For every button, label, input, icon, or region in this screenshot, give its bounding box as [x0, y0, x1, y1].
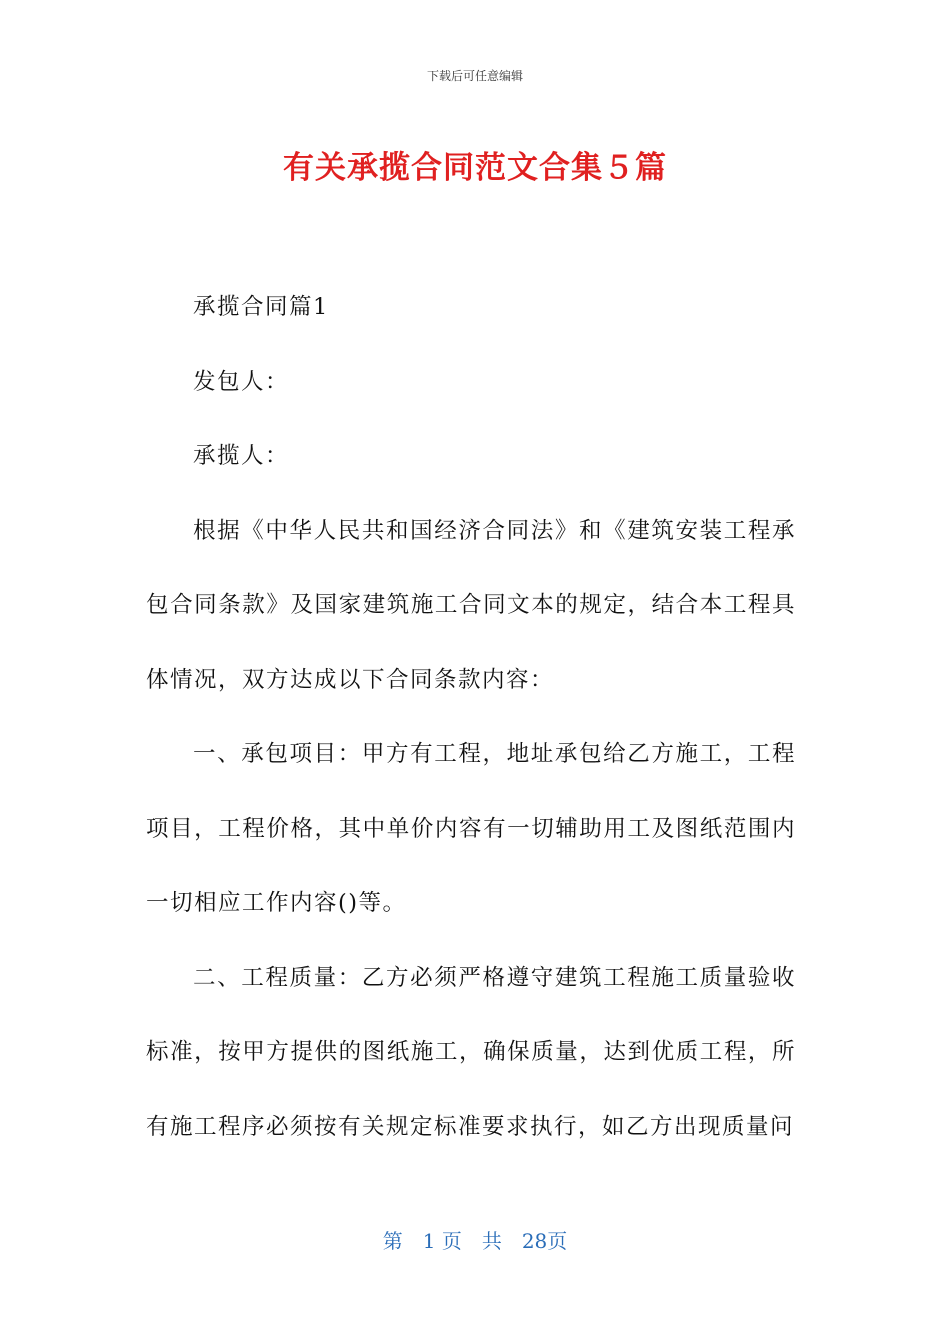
paragraph-client: 发包人：	[193, 368, 290, 395]
document-body	[146, 270, 796, 1164]
paragraph-clause-1: 一、承包项目：甲方有工程，地址承包给乙方施工，工程项目，工程价格，其中单价内容有一切辅助用工及图纸范围内一切相应工作内容()等。	[146, 741, 796, 916]
header-note: 下载后可任意编辑	[426, 69, 523, 83]
page-number: 第 1 页 共 28页	[382, 1229, 568, 1253]
paragraph-contractor: 承揽人：	[193, 443, 290, 469]
document-title: 有关承揽合同范文合集５篇	[283, 150, 667, 186]
paragraph-clause-2: 二、工程质量：乙方必须严格遵守建筑工程施工质量验收标准，按甲方提供的图纸施工，确保质量，达到优质工程，所有施工程序必须按有关规定标准要求执行，如乙方出现质量问	[146, 964, 796, 1140]
paragraph-basis: 根据《中华人民共和国经济合同法》和《建筑安装工程承包合同条款》及国家建筑施工合同文本的规定，结合本工程具体情况，双方达成以下合同条款内容：	[146, 517, 796, 693]
paragraph-section-heading: 承揽合同篇1	[193, 294, 329, 320]
